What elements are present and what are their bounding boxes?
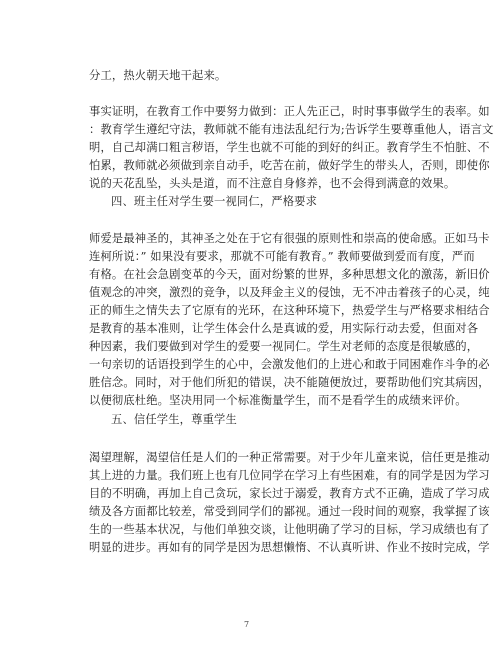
text-line: 以便彻底杜绝。坚决用同一个标准衡量学生，而不是看学生的成绩来评价。 <box>89 394 467 407</box>
section-heading: 五、信任学生，尊重学生 <box>111 413 237 426</box>
text-line: 种因素，我们要做到对学生的爱要一视同仁。学生对老师的态度是很敏感的， <box>89 340 479 353</box>
text-line: 事实证明，在教育工作中要努力做到：正人先正己，时时事事做学生的表率。如 <box>89 105 490 118</box>
text-line: 其上进的力量。我们班上也有几位同学在学习上有些困难，有的同学是因为学习 <box>89 469 490 482</box>
text-line: 值观念的冲突，激烈的竞争，以及拜金主义的侵蚀，无不冲击着孩子的心灵，纯 <box>89 286 490 299</box>
text-line: 有格。在社会急剧变革的今天，面对纷繁的世界，多种思想文化的激荡，新旧价 <box>89 268 490 281</box>
text-line: 明显的进步。再如有的同学是因为思想懒惰、不认真听讲、作业不按时完成，学 <box>89 541 490 554</box>
text-line: 怕累，教师就必须做到亲自动手，吃苦在前，做好学生的带头人，否则，即使你 <box>89 159 490 172</box>
section-heading: 四、班主任对学生要一视同仁，严格要求 <box>111 195 318 208</box>
text-line: 分工，热火朝天地干起来。 <box>89 69 227 82</box>
text-line: 胜信念。同时，对于他们所犯的错误，决不能随便放过，要帮助他们究其病因， <box>89 376 490 389</box>
text-line: 一句亲切的话语投到学生的心中，会激发他们的上进心和敢于同困难作斗争的必 <box>89 358 490 371</box>
text-line: 连柯所说：” 如果没有要求，那就不可能有教育。” 教师要做到爱而有度，严而 <box>89 250 475 263</box>
text-line: 明，自己却满口粗言秽语，学生也就不可能的到好的纠正。教育学生不怕脏、不 <box>89 141 490 154</box>
text-line: 生的一些基本状况，与他们单独交谈，让他明确了学习的目标，学习成绩也有了 <box>89 523 490 536</box>
text-line: 绩及各方面都比较差，常受到同学们的鄙视。通过一段时间的观察，我掌握了该 <box>89 505 490 518</box>
text-line: 说的天花乱坠，头头是道，而不注意自身修养，也不会得到满意的效果。 <box>89 177 456 190</box>
text-line: 师爱是最神圣的，其神圣之处在于它有很强的原则性和崇高的使命感。正如马卡 <box>89 232 490 245</box>
text-line: 渴望理解，渴望信任是人们的一种正常需要。对于少年儿童来说，信任更是推动 <box>89 451 490 464</box>
page-number: 7 <box>244 620 250 629</box>
text-line: ：教育学生遵纪守法，教师就不能有违法乱纪行为;告诉学生要尊重他人，语言文 <box>89 123 494 136</box>
text-line: 正的师生之情失去了它原有的光环，在这种环境下，热爱学生与严格要求相结合 <box>89 304 490 317</box>
text-line: 是教育的基本准则，让学生体会什么是真诚的爱，用实际行动去爱，但面对各 <box>89 322 479 335</box>
text-line: 目的不明确，再加上自己贪玩，家长过于溺爱，教育方式不正确，造成了学习成 <box>89 487 490 500</box>
